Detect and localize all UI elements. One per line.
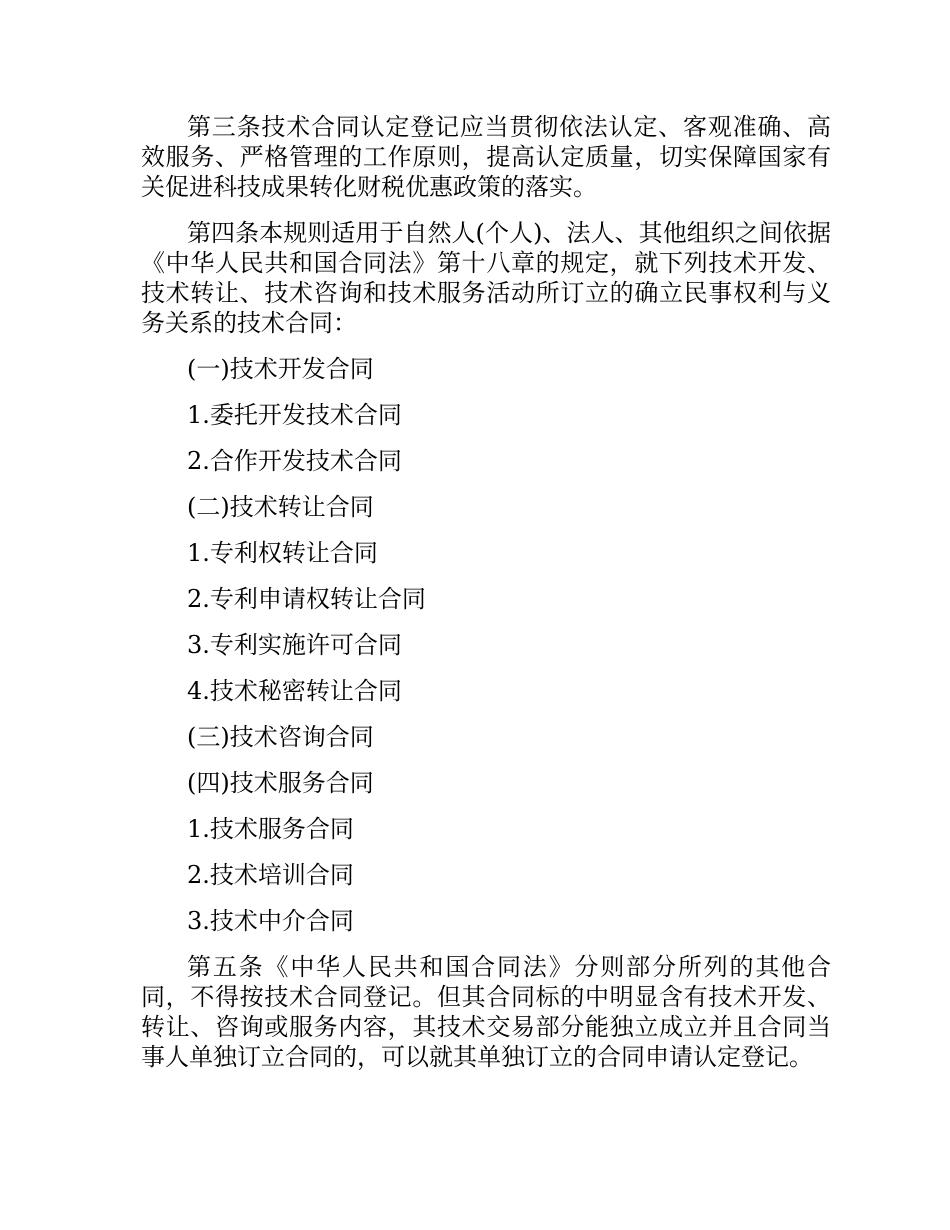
list-item: (四)技术服务合同	[187, 769, 374, 797]
list-item: 1.技术服务合同	[187, 815, 354, 843]
document-body	[141, 112, 831, 1088]
article-4-paragraph: 第四条本规则适用于自然人(个人)、法人、其他组织之间依据《中华人民共和国合同法》第十八章的规定，就下列技术开发、技术转让、技术咨询和技术服务活动所订立的确立民事权利与义务关系的技术合同：	[141, 219, 831, 337]
list-item: (二)技术转让合同	[187, 493, 374, 521]
article-3-paragraph: 第三条技术合同认定登记应当贯彻依法认定、客观准确、高效服务、严格管理的工作原则，提高认定质量，切实保障国家有关促进科技成果转化财税优惠政策的落实。	[141, 113, 831, 201]
list-item: 3.技术中介合同	[187, 907, 354, 935]
list-item: 2.合作开发技术合同	[187, 447, 402, 475]
list-item: (一)技术开发合同	[187, 355, 374, 383]
list-item: 2.专利申请权转让合同	[187, 585, 426, 613]
list-item: 4.技术秘密转让合同	[187, 677, 402, 705]
list-item: (三)技术咨询合同	[187, 723, 374, 751]
list-item: 1.委托开发技术合同	[187, 401, 402, 429]
article-5-paragraph: 第五条《中华人民共和国合同法》分则部分所列的其他合同，不得按技术合同登记。但其合同标的中明显含有技术开发、转让、咨询或服务内容，其技术交易部分能独立成立并且合同当事人单独订立合同的，可以就其单独订立的合同申请认定登记。	[141, 953, 831, 1071]
list-item: 3.专利实施许可合同	[187, 631, 402, 659]
list-item: 2.技术培训合同	[187, 861, 354, 889]
list-item: 1.专利权转让合同	[187, 539, 378, 567]
